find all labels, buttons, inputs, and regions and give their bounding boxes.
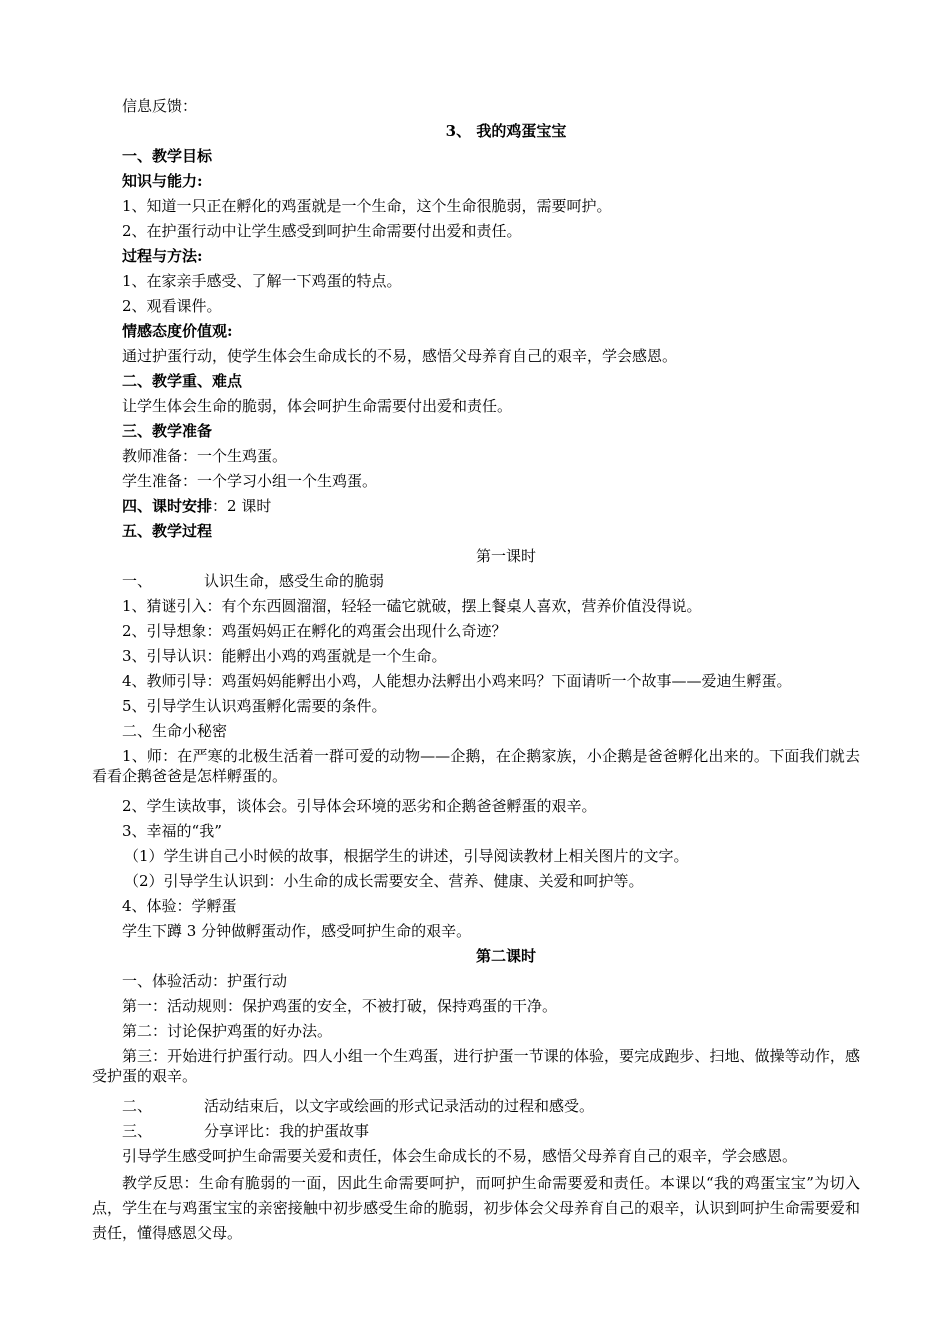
lesson-1-item-1: 1、猜谜引入：有个东西圆溜溜，轻轻一磕它就破，摆上餐桌人喜欢，营养价值没得说。 <box>122 597 702 615</box>
part-text: 分享评比：我的护蛋故事 <box>204 1122 370 1140</box>
lesson-1-secret-2: 2、学生读故事，谈体会。引导体会环境的恶劣和企鹅爸爸孵蛋的艰辛。 <box>122 797 597 815</box>
student-prep: 学生准备：一个学习小组一个生鸡蛋。 <box>122 472 378 490</box>
section-2-heading: 二、教学重、难点 <box>122 372 243 390</box>
section-4-heading: 四、课时安排 <box>122 497 213 515</box>
feedback-label: 信息反馈： <box>122 97 198 115</box>
lesson-1-part-1 <box>122 571 890 591</box>
knowledge-item-2: 2、在护蛋行动中让学生感受到呵护生命需要付出爱和责任。 <box>122 222 522 240</box>
emotion-item-1: 通过护蛋行动，使学生体会生命成长的不易，感悟父母养育自己的艰辛，学会感恩。 <box>122 347 678 365</box>
part-number: 一、 <box>122 572 153 590</box>
lesson-2-title: 第二课时 <box>475 947 536 965</box>
lesson-1-item-2: 2、引导想象：鸡蛋妈妈正在孵化的鸡蛋会出现什么奇迹？ <box>122 622 507 640</box>
part-number: 二、 <box>122 1097 153 1115</box>
lesson-1-secret-4: 4、体验：学孵蛋 <box>122 897 237 915</box>
knowledge-item-1: 1、知道一只正在孵化的鸡蛋就是一个生命，这个生命很脆弱，需要呵护。 <box>122 197 612 215</box>
part-number: 三、 <box>122 1122 153 1140</box>
process-heading: 过程与方法: <box>122 247 203 265</box>
process-item-1: 1、在家亲手感受、了解一下鸡蛋的特点。 <box>122 272 402 290</box>
lesson-1-title: 第一课时 <box>475 547 536 565</box>
lesson-title: 3、 我的鸡蛋宝宝 <box>445 122 567 140</box>
section-5-heading: 五、教学过程 <box>122 522 213 540</box>
process-item-2: 2、观看课件。 <box>122 297 222 315</box>
part-text: 活动结束后，以文字或绘画的形式记录活动的过程和感受。 <box>204 1097 595 1115</box>
section-2-text: 让学生体会生命的脆弱，体会呵护生命需要付出爱和责任。 <box>122 397 513 415</box>
lesson-2-activity-2: 第二：讨论保护鸡蛋的好办法。 <box>122 1022 333 1040</box>
lesson-1-item-5: 5、引导学生认识鸡蛋孵化需要的条件。 <box>122 697 387 715</box>
lesson-2-summary: 引导学生感受呵护生命需要关爱和责任，体会生命成长的不易，感悟父母养育自己的艰辛，学会感恩。 <box>122 1147 798 1165</box>
emotion-heading: 情感态度价值观: <box>122 322 233 340</box>
lesson-2-part-1: 一、体验活动：护蛋行动 <box>122 972 288 990</box>
lesson-1-secret-3: 3、幸福的“我” <box>122 822 222 840</box>
section-1-heading: 一、教学目标 <box>122 147 213 165</box>
section-4-rest: ：2 课时 <box>212 497 272 515</box>
part-text: 认识生命，感受生命的脆弱 <box>204 572 385 590</box>
teaching-reflection: 教学反思：生命有脆弱的一面，因此生命需要呵护，而呵护生命需要爱和责任。本课以“我的鸡蛋宝宝”为切入点，学生在与鸡蛋宝宝的亲密接触中初步感受生命的脆弱，初步体会父母养育自己的艰辛，认识到呵护生命需要爱和责任，懂得感恩父母。 <box>92 1174 860 1242</box>
lesson-2-activity-1: 第一：活动规则：保护鸡蛋的安全，不被打破，保持鸡蛋的干净。 <box>122 997 558 1015</box>
lesson-1-secret-1: 1、师：在严寒的北极生活着一群可爱的动物——企鹅，在企鹅家族，小企鹅是爸爸孵化出来的。下面我们就去看看企鹅爸爸是怎样孵蛋的。 <box>92 747 860 785</box>
lesson-1-secret-3b: （2）引导学生认识到：小生命的成长需要安全、营养、健康、关爱和呵护等。 <box>124 872 644 890</box>
section-4-line <box>122 496 890 516</box>
lesson-1-part-2: 二、生命小秘密 <box>122 722 228 740</box>
lesson-2-part-2 <box>122 1096 890 1116</box>
teacher-prep: 教师准备：一个生鸡蛋。 <box>122 447 288 465</box>
lesson-2-activity-3: 第三：开始进行护蛋行动。四人小组一个生鸡蛋，进行护蛋一节课的体验，要完成跑步、扫地、做操等动作，感受护蛋的艰辛。 <box>92 1047 860 1085</box>
lesson-2-part-3 <box>122 1121 890 1141</box>
section-3-heading: 三、教学准备 <box>122 422 213 440</box>
knowledge-heading: 知识与能力: <box>122 172 203 190</box>
lesson-1-item-3: 3、引导认识：能孵出小鸡的鸡蛋就是一个生命。 <box>122 647 447 665</box>
lesson-1-secret-3a: （1）学生讲自己小时候的故事，根据学生的讲述，引导阅读教材上相关图片的文字。 <box>124 847 689 865</box>
lesson-1-item-4: 4、教师引导：鸡蛋妈妈能孵出小鸡，人能想办法孵出小鸡来吗？下面请听一个故事——爱迪生孵蛋。 <box>122 672 792 690</box>
lesson-1-secret-4a: 学生下蹲 3 分钟做孵蛋动作，感受呵护生命的艰辛。 <box>122 922 472 940</box>
